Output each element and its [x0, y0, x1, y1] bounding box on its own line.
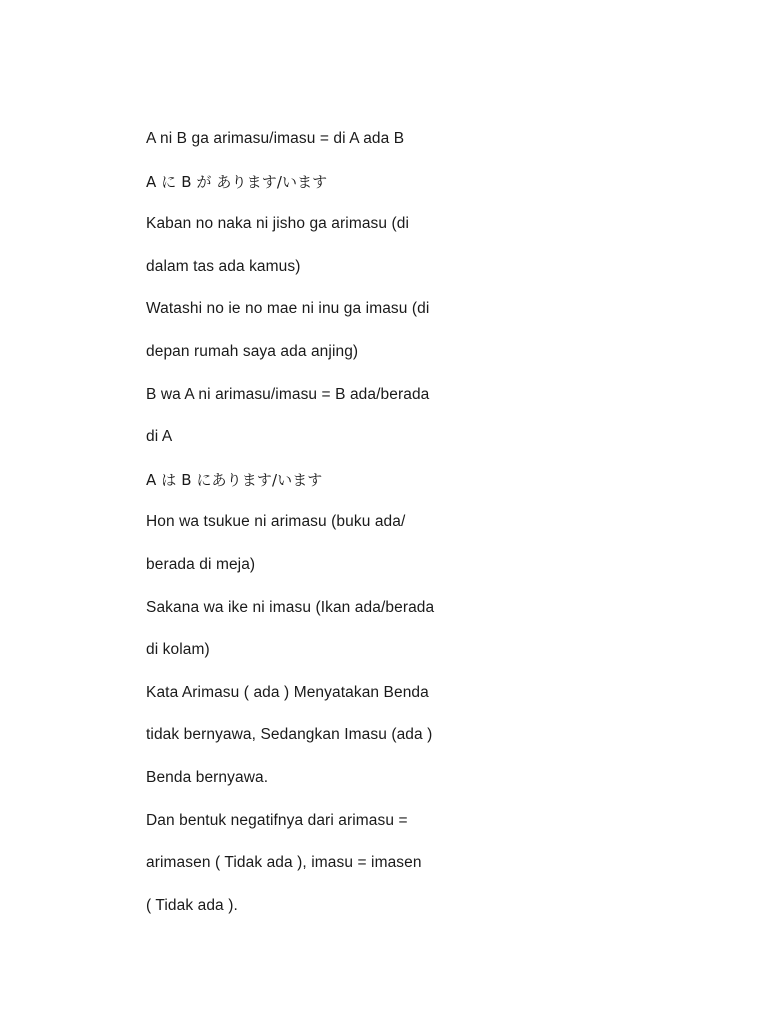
- text-line-japanese: A に B が あります/います: [146, 172, 328, 191]
- text-line: ( Tidak ada ).: [146, 896, 238, 914]
- text-line: di kolam): [146, 641, 210, 659]
- text-line: tidak bernyawa, Sedangkan Imasu (ada ): [146, 726, 433, 744]
- text-line: Watashi no ie no mae ni inu ga imasu (di: [146, 300, 430, 318]
- text-line: Kaban no naka ni jisho ga arimasu (di: [146, 215, 410, 233]
- text-line: Dan bentuk negatifnya dari arimasu =: [146, 811, 408, 829]
- text-line: B wa A ni arimasu/imasu = B ada/berada: [146, 385, 430, 403]
- text-line-japanese: A は B にあります/います: [146, 470, 323, 489]
- text-line: arimasen ( Tidak ada ), imasu = imasen: [146, 854, 422, 872]
- document-body: [146, 118, 486, 927]
- text-line: berada di meja): [146, 555, 256, 573]
- text-line: dalam tas ada kamus): [146, 257, 301, 275]
- text-line: Kata Arimasu ( ada ) Menyatakan Benda: [146, 683, 429, 701]
- text-line: A ni B ga arimasu/imasu = di A ada B: [146, 130, 405, 147]
- text-line: depan rumah saya ada anjing): [146, 342, 359, 360]
- text-line: Benda bernyawa.: [146, 768, 269, 786]
- text-line: Sakana wa ike ni imasu (Ikan ada/berada: [146, 598, 435, 616]
- text-line: di A: [146, 428, 173, 446]
- text-line: Hon wa tsukue ni arimasu (buku ada/: [146, 513, 406, 531]
